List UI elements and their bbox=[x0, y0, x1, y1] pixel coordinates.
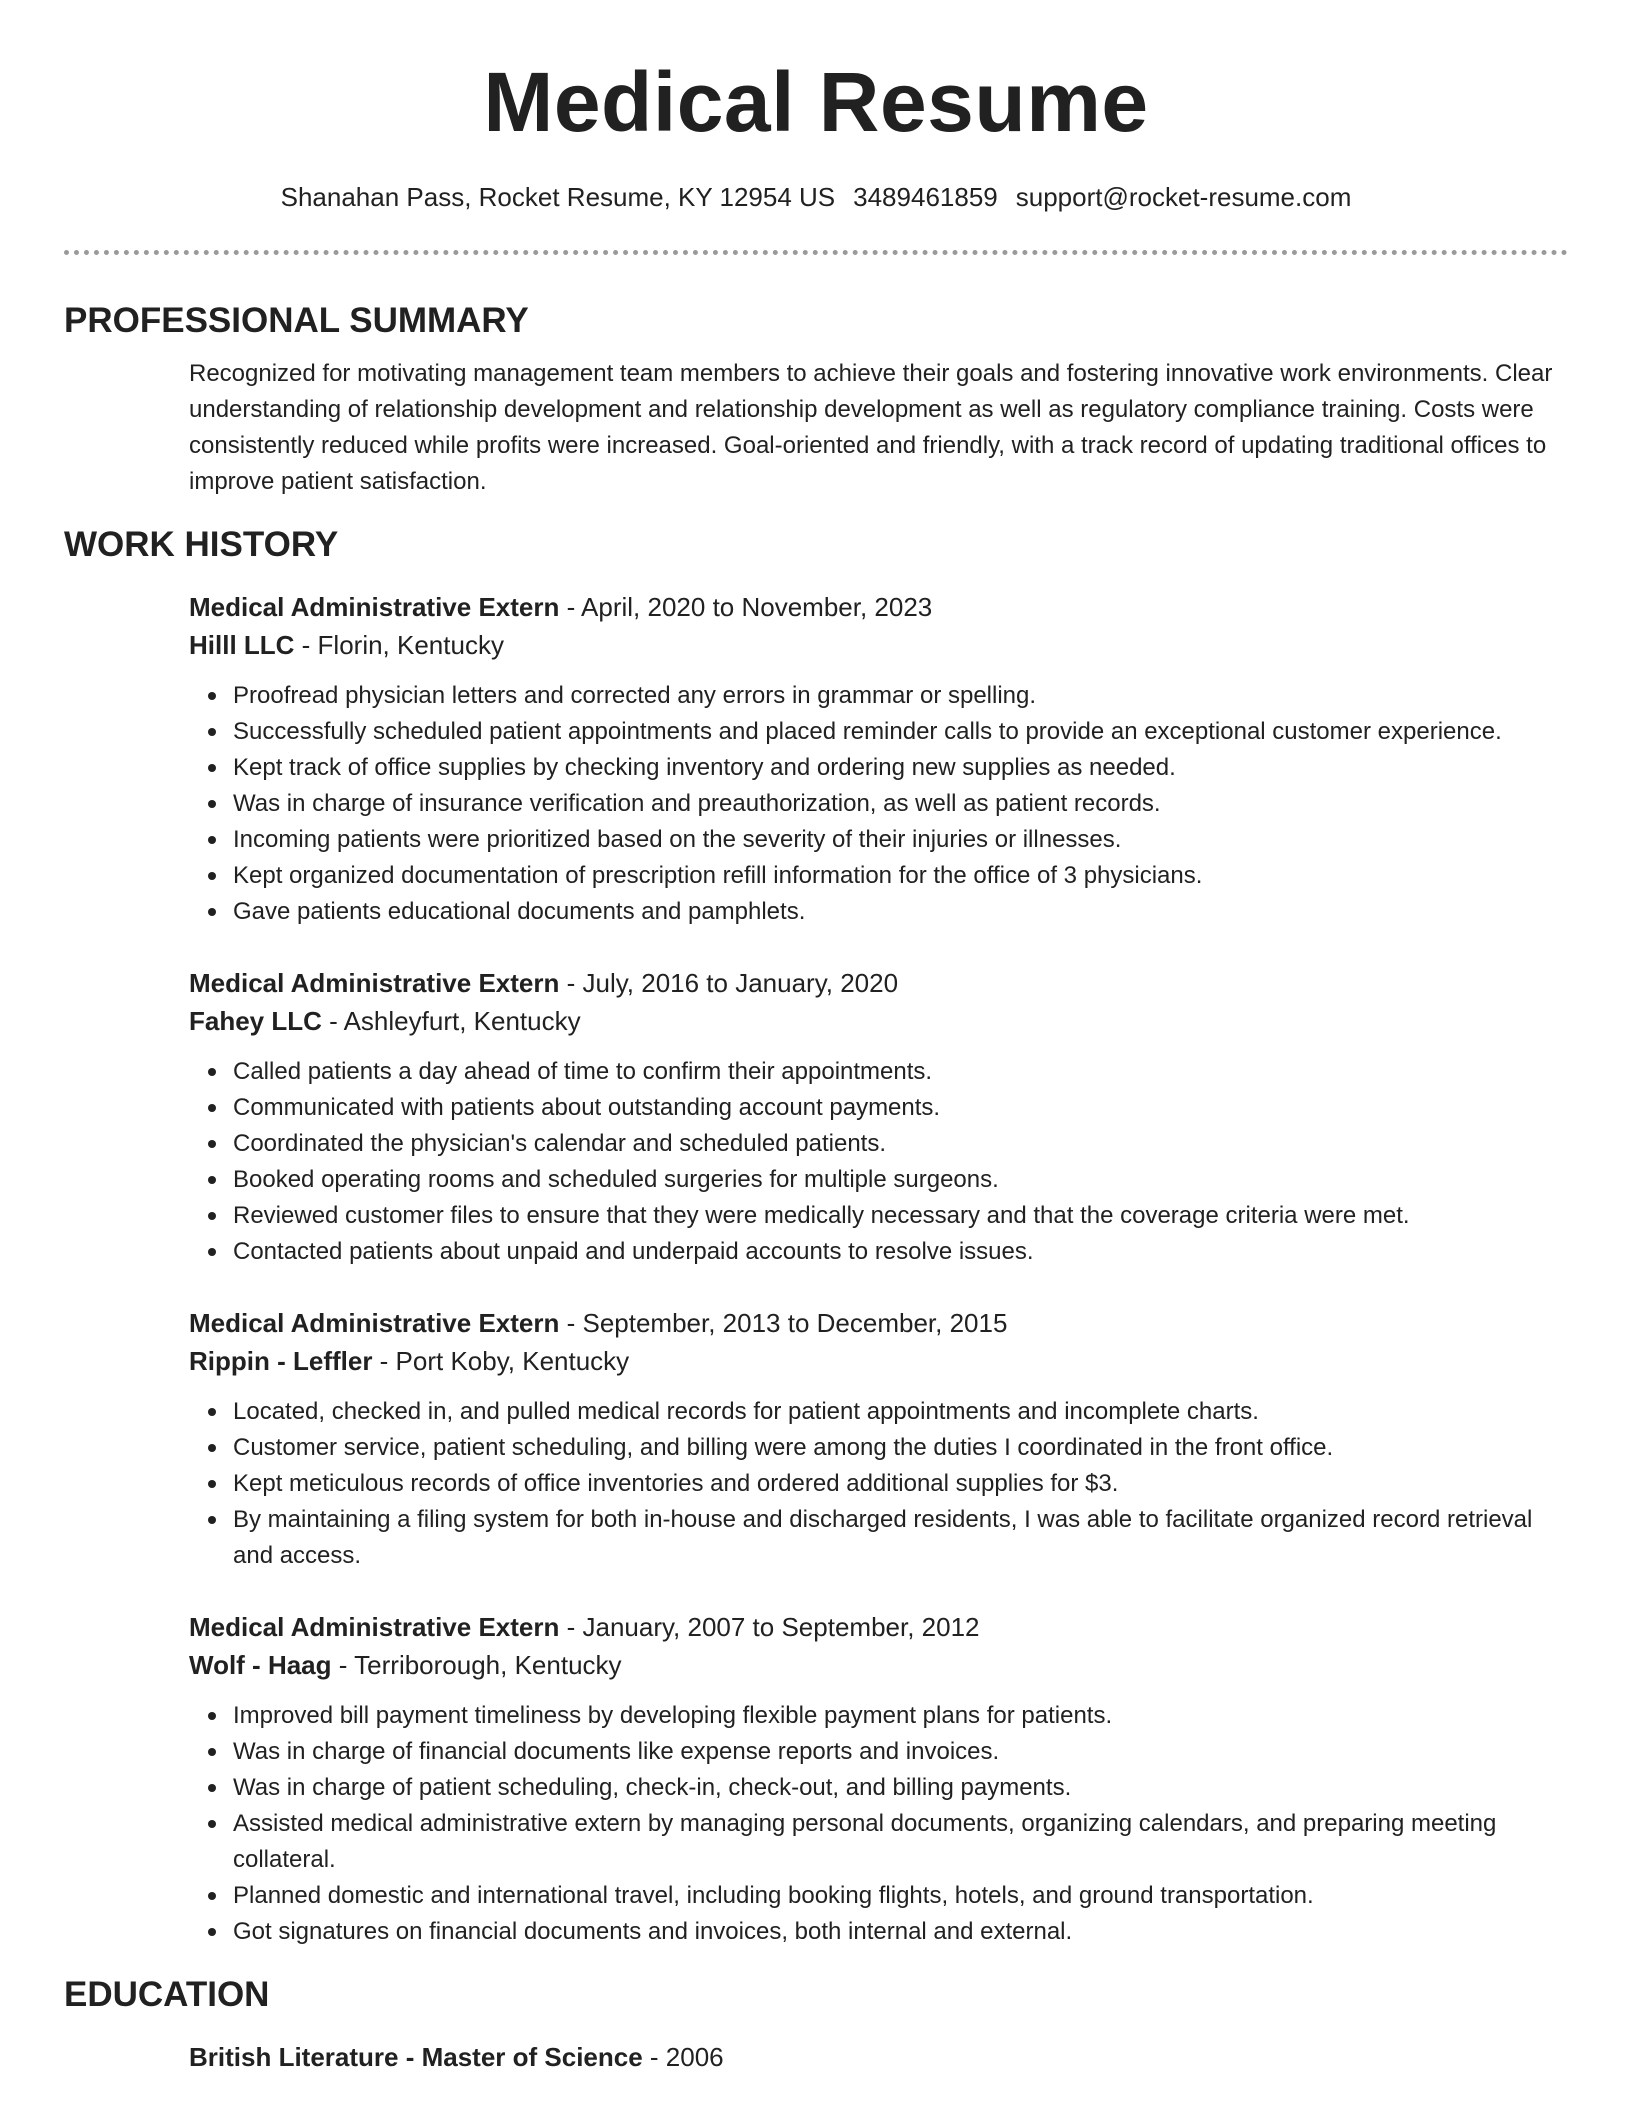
job-title-line bbox=[189, 1608, 1568, 1646]
job-company: Wolf - Haag bbox=[189, 1650, 332, 1680]
contact-phone: 3489461859 bbox=[853, 182, 998, 212]
job-bullet: Kept meticulous records of office inventories and ordered additional supplies for $3. bbox=[233, 1466, 1568, 1502]
resume-body bbox=[64, 296, 1568, 2076]
contact-line bbox=[0, 180, 1632, 214]
job-bullet: Coordinated the physician's calendar and scheduled patients. bbox=[233, 1126, 1568, 1162]
job-entry bbox=[189, 588, 1568, 930]
job-title: Medical Administrative Extern bbox=[189, 592, 560, 622]
job-bullet: By maintaining a filing system for both in-house and discharged residents, I was able to facilitate organized record retrieval and access. bbox=[233, 1502, 1568, 1574]
job-bullet-list bbox=[189, 1054, 1568, 1270]
job-bullet-list bbox=[189, 678, 1568, 930]
job-bullet: Customer service, patient scheduling, and billing were among the duties I coordinated in the front office. bbox=[233, 1430, 1568, 1466]
job-bullet: Kept track of office supplies by checking inventory and ordering new supplies as needed. bbox=[233, 750, 1568, 786]
job-entry bbox=[189, 1304, 1568, 1574]
job-title: Medical Administrative Extern bbox=[189, 1308, 560, 1338]
job-dates: - April, 2020 to November, 2023 bbox=[559, 592, 933, 622]
education-entry bbox=[189, 2038, 1568, 2076]
job-bullet: Communicated with patients about outstanding account payments. bbox=[233, 1090, 1568, 1126]
job-location: - Terriborough, Kentucky bbox=[331, 1650, 622, 1680]
job-title: Medical Administrative Extern bbox=[189, 968, 560, 998]
job-bullet-list bbox=[189, 1698, 1568, 1950]
job-bullet: Successfully scheduled patient appointments and placed reminder calls to provide an exceptional customer experience. bbox=[233, 714, 1568, 750]
job-location: - Ashleyfurt, Kentucky bbox=[321, 1006, 581, 1036]
job-title-line bbox=[189, 588, 1568, 626]
job-title: Medical Administrative Extern bbox=[189, 1612, 560, 1642]
job-company: Rippin - Leffler bbox=[189, 1346, 373, 1376]
job-bullet: Was in charge of insurance verification and preauthorization, as well as patient records. bbox=[233, 786, 1568, 822]
education-degree: British Literature - Master of Science bbox=[189, 2042, 643, 2072]
job-bullet: Proofread physician letters and corrected any errors in grammar or spelling. bbox=[233, 678, 1568, 714]
job-company-line bbox=[189, 1646, 1568, 1684]
job-bullet: Incoming patients were prioritized based on the severity of their injuries or illnesses. bbox=[233, 822, 1568, 858]
job-location: - Port Koby, Kentucky bbox=[372, 1346, 630, 1376]
job-bullet: Kept organized documentation of prescription refill information for the office of 3 physicians. bbox=[233, 858, 1568, 894]
job-bullet: Located, checked in, and pulled medical records for patient appointments and incomplete charts. bbox=[233, 1394, 1568, 1430]
job-bullet-list bbox=[189, 1394, 1568, 1574]
job-bullet: Gave patients educational documents and pamphlets. bbox=[233, 894, 1568, 930]
job-bullet: Was in charge of patient scheduling, check-in, check-out, and billing payments. bbox=[233, 1770, 1568, 1806]
job-bullet: Improved bill payment timeliness by developing flexible payment plans for patients. bbox=[233, 1698, 1568, 1734]
resume-title: Medical Resume bbox=[483, 55, 1149, 149]
education-year: - 2006 bbox=[642, 2042, 724, 2072]
job-company: Hilll LLC bbox=[189, 630, 295, 660]
work-history-heading: WORK HISTORY bbox=[64, 525, 339, 564]
education-heading: EDUCATION bbox=[64, 1975, 270, 2014]
job-list bbox=[64, 588, 1568, 1950]
job-dates: - September, 2013 to December, 2015 bbox=[559, 1308, 1008, 1338]
job-entry bbox=[189, 964, 1568, 1270]
contact-address: Shanahan Pass, Rocket Resume, KY 12954 US bbox=[280, 182, 836, 212]
summary-text: Recognized for motivating management team members to achieve their goals and fostering innovative work environments. Clear understanding of relationship development and relationship development as well as regulatory compliance training. Costs were consistently reduced while profits were increased. Goal-oriented and friendly, with a track record of updating traditional offices to improve patient satisfaction. bbox=[189, 360, 1553, 495]
contact-email: support@rocket-resume.com bbox=[1015, 182, 1352, 212]
job-dates: - July, 2016 to January, 2020 bbox=[559, 968, 899, 998]
job-bullet: Got signatures on financial documents and invoices, both internal and external. bbox=[233, 1914, 1568, 1950]
job-title-line bbox=[189, 964, 1568, 1002]
job-dates: - January, 2007 to September, 2012 bbox=[559, 1612, 980, 1642]
job-bullet: Was in charge of financial documents like expense reports and invoices. bbox=[233, 1734, 1568, 1770]
job-bullet: Planned domestic and international travel, including booking flights, hotels, and ground transportation. bbox=[233, 1878, 1568, 1914]
education-list bbox=[64, 2038, 1568, 2076]
header-divider bbox=[64, 250, 1568, 255]
job-company-line bbox=[189, 1342, 1568, 1380]
job-location: - Florin, Kentucky bbox=[294, 630, 504, 660]
job-bullet: Called patients a day ahead of time to confirm their appointments. bbox=[233, 1054, 1568, 1090]
job-bullet: Assisted medical administrative extern by managing personal documents, organizing calendars, and preparing meeting collateral. bbox=[233, 1806, 1568, 1878]
job-entry bbox=[189, 1608, 1568, 1950]
job-bullet: Booked operating rooms and scheduled surgeries for multiple surgeons. bbox=[233, 1162, 1568, 1198]
job-company-line bbox=[189, 626, 1568, 664]
job-bullet: Reviewed customer files to ensure that they were medically necessary and that the coverage criteria were met. bbox=[233, 1198, 1568, 1234]
job-company-line bbox=[189, 1002, 1568, 1040]
job-title-line bbox=[189, 1304, 1568, 1342]
summary-heading: PROFESSIONAL SUMMARY bbox=[64, 301, 529, 340]
job-bullet: Contacted patients about unpaid and underpaid accounts to resolve issues. bbox=[233, 1234, 1568, 1270]
job-company: Fahey LLC bbox=[189, 1006, 322, 1036]
